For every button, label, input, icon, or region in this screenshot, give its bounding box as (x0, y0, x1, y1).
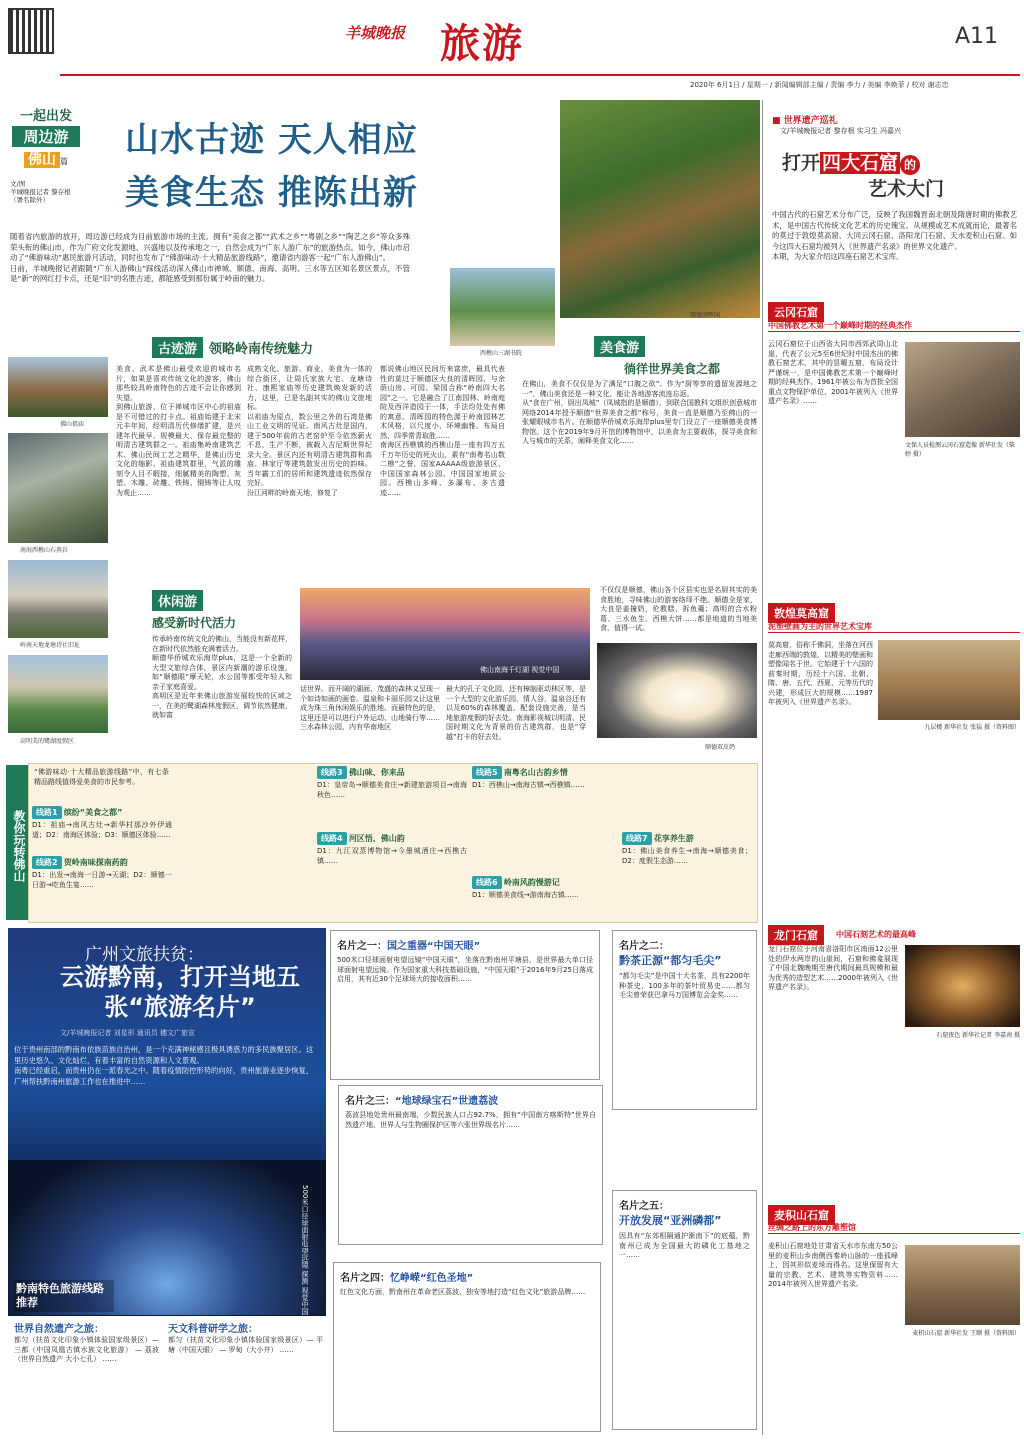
route-item (317, 766, 467, 800)
photo-sanhu-academy (450, 268, 555, 346)
photo-caption-2: 西樵山三湖书院 (480, 350, 523, 357)
guizhou-sub-2-text: 都匀（扶苗文化印象小镇体验国家级景区）— 平塘（中国天眼） — 罗甸（大小井） …… (168, 1336, 323, 1354)
cave-2-sub: 泥塑壁画为主的世界艺术宝库 (768, 621, 1020, 633)
guizhou-sub-2: 天文科普研学之旅： (168, 1324, 258, 1335)
photo-maijishan (905, 1245, 1020, 1325)
route-name: 南粤名山古韵乡情 (503, 768, 568, 777)
meishi-text-2: 不仅仅是顺德，佛山各个区县实也是名厨其实的美食胜地，寻味佛山的游客络绎不绝。顺德全是家，大良是姜撞奶，伦教糕、拆鱼羹；高明的合水粉葛、三水鱼生、西樵大饼……都是地道的当地美食，值得一试。 (600, 586, 757, 632)
card-5 (612, 1190, 757, 1430)
photo-luhu (8, 655, 108, 733)
gujiyou-tag: 古迹游 (152, 337, 203, 358)
qr-code (8, 8, 54, 54)
card-title: 名片之三： (345, 1096, 395, 1107)
cave-3-sub: 中国石刻艺术的最高峰 (836, 930, 916, 939)
route-text: D1：祖庙→南风古灶→新华村那沙外伊通道；D2：南海区体验；D3：顺德区体验…… (32, 821, 172, 839)
kicker-suffix: 篇 (60, 157, 68, 166)
guizhou-headline: 云游黔南，打开当地五张“旅游名片” (60, 963, 300, 1021)
cave-1-name: 云冈石窟 (768, 302, 824, 322)
card-1 (330, 930, 600, 1080)
route-name: 河区悟、佛山韵 (348, 834, 405, 843)
card-name: 黔茶正源“都匀毛尖” (619, 954, 722, 967)
card-text: 红色文化方面，黔南州在革命老区荔波、独安等地打造“红色文化”旅游品牌…… (340, 1288, 586, 1296)
cave-3-name: 龙门石窟 (768, 925, 824, 945)
xiuxian-text: 传承岭南传统文化的佛山，当能没有新花样，在新时代依然能充满着活力。 顺德华侨城欢乐海岸plus，这是一个全新的大型文旅综合体，景区内新潮的游乐设施，如“顺德眼”摩天轮，水公园等都受年轻人和亲子家庭喜爱。 高明区是近年来佛山旅游发展较快的区域之一，在美的鹭湖森林度假区，调节依然健康，就如富 (152, 635, 292, 719)
card-text: “都匀毛尖”是中国十大名茶，具有2200年种茶史，100多年的茶叶贸易史……都匀毛尖曾荣获巴拿马万国博览会金奖…… (619, 972, 750, 999)
xiuxian-text-2: 话世界。而开阔的湖面、茂盛的森林又呈现一个如诗如画的画卷。温泉和卡丽乐园又让这里成为珠三角休闲娱乐的胜地。而最特色的是，这里还是可以进行户外运动、山地骑行等…… 三水森林公园，内有华南地区 (300, 685, 440, 731)
route-tag: 线路3 (317, 766, 347, 779)
photo-yungang (905, 342, 1020, 437)
route-name: 贺岭南味探南药韵 (63, 858, 128, 867)
right-byline: 文/羊城晚报记者 黎存根 实习生 冯嘉兴 (780, 127, 902, 135)
cave-1-sub: 中国佛教艺术第一个巅峰时期的经典杰作 (768, 320, 1020, 332)
photo-caption-main: 顺德清晖园 (690, 312, 721, 319)
text-col-3: 都说佛山地区民间历来富庶，最具代表性的莫过于顺德区大良的清晖园，与余荫山房、可园、梁园合称“岭南四大名园”之一。它是融合了江南园林、岭南庭院及西洋造园于一体，手法均处处有佛的寓意。清晖园的特色源于岭南园林艺术风格，以尺度小、环境幽雅、布局自然、四季常青取胜…… 南海区西樵镇的西樵山是一座有四万五千万年历史的死火山，素有“南粤名山数二樵”之誉，国家AAAAA级旅游景区、中国国家森林公园、中国国家地质公园。西樵山多峰、多瀑布、多古遗迹…… (380, 365, 505, 497)
card-name: 国之重器“中国天眼” (387, 941, 481, 952)
route-tag: 线路7 (622, 832, 652, 845)
card-title: 名片之五： (619, 1201, 669, 1212)
route-text: D1：皇帝岛→顺德美食庄→新建旅游项目→南海秋色…… (317, 781, 467, 799)
route-item (32, 856, 172, 890)
guizhou-sub-1: 世界自然遗产之旅： (14, 1324, 104, 1335)
photo-caption-3: 佛山祖庙 (60, 421, 85, 428)
guizhou-kicker: 广州文旅扶贫： (85, 945, 204, 965)
route-text: D1：佛山美食养生→南海→顺德美食；D2：度假生态游…… (622, 847, 752, 865)
gujiyou-title: 领略岭南传统魅力 (209, 342, 314, 357)
guizhou-route-label: 黔南特色旅游线路推荐 (14, 1280, 114, 1312)
cave-4-text: 麦积山石窟地处甘肃省天水市东南方50公里的麦积山乡南侧西秦岭山脉的一座孤峰上，因其形似麦垛而得名。这里保留有大量的宗教、艺术、建筑等实物资料……2014年被列入世界遗产名录。 (768, 1242, 898, 1288)
cave-3-text: 龙门石窟位于河南省洛阳市区南面12公里处的伊水两岸的山崖间，石窟和佛龛展现了中国北魏晚期至唐代期间最具规模和最为优秀的造型艺术……2000年被列入《世界遗产名录》。 (768, 945, 898, 991)
card-4 (333, 1262, 601, 1432)
kicker-box (12, 105, 80, 169)
card-title: 名片之二： (619, 941, 669, 952)
route-name: 缤纷“美食之都” (63, 808, 123, 817)
section-title: 旅游 (440, 20, 524, 67)
route-tag: 线路6 (472, 876, 502, 889)
meishi-header (594, 336, 720, 377)
photo-mogao (878, 640, 1020, 720)
guizhou-byline: 文/羊城晚报记者 刘星形 通讯员 穗文广旅宣 (60, 1029, 196, 1037)
gujiyou-header (152, 337, 313, 358)
route-text: D1：出发→南海一日游→天湖；D2：顺德一日游→吃鱼生宴…… (32, 871, 172, 889)
date-line: 2020年 6月1日 / 星期一 / 新闻编辑部主编 / 责编 李力 / 美编 李焕菲 / 校对 谢志忠 (690, 81, 949, 89)
right-title-part: 的 (900, 155, 920, 175)
meishi-text: 在佛山，美食不仅仅是为了满足“口腹之欲”。作为“厨等享的遗留发源地之一”，佛山美食还是一种文化，能让各地游客流连忘返。 从“食在广州，厨出凤城”（凤城指的是顺德），到联合国教科文组织创意城市网络2014年授予顺德“世界美食之都”称号，美食一直是顺德乃至佛山的一张耀眼城市名片。在顺德华侨城欢乐海岸plus里专门设立了一座顺德美食博物馆。这个在2019年9月开馆的博物馆中，以美食为主要载体，探寻美食和人与城市的关系，阐释美食文化…… (522, 380, 757, 445)
brand-logo: 羊城晚报 (345, 24, 406, 42)
photo-caption-6: 高明美的鹭湖度假区 (20, 738, 75, 745)
right-title-highlight: 四大石窟 (822, 152, 899, 174)
right-title-part: 打开 (782, 152, 821, 174)
meishi-tag: 美食游 (594, 336, 645, 357)
headline-1: 山水古迹 天人相应 (125, 120, 418, 160)
photo-longmen (905, 945, 1020, 1027)
routes-side-label: 教你玩转佛山 (6, 765, 28, 920)
lead-paragraph: 随着省内旅游的放开，周边游已经成为目前旅游市场的主流。拥有“美食之都”“武术之乡”“粤剧之乡”“陶艺之乡”等众多殊荣头衔的佛山市，作为广府文化发源地、兴盛地以及传承地之一，自然会成为“广东人游广东”的旅游热点。如今，佛山市启动了“佛游味动”惠民旅游月活动，同时也发布了“佛游味动·十大精品旅游线路”，邀请省内游客一起“广东人游佛山”。 日前，羊城晚报记者跟随“广东人游佛山”踩线活动深入佛山市禅城、顺德、南海、高明、三水等五区知名景区景点，不管是“新”的网红打卡点，还是“旧”的名胜古迹，都能感受到那份属于岭南的魅力。 (10, 232, 410, 283)
card-3 (338, 1085, 603, 1245)
photo-shiyanyan (8, 433, 108, 543)
photo-shuangpinai (597, 643, 757, 738)
route-item (622, 832, 752, 866)
right-tag: ■ 世界遗产巡礼 (772, 116, 838, 126)
route-tag: 线路2 (32, 856, 62, 869)
route-name: 岭南风韵慢游记 (503, 878, 560, 887)
route-item (317, 832, 467, 866)
route-tag: 线路4 (317, 832, 347, 845)
card-title: 名片之四： (340, 1273, 390, 1284)
xiuxian-header (152, 590, 236, 631)
cave-4-sub: 丝绸之路上的东方雕塑馆 (768, 1222, 1020, 1234)
kicker-city: 佛山 (24, 152, 60, 168)
text-col-2: 成熟文化、旅游、商业，美食为一体的综合街区，让周氏家族大宅、龙塘诗社、康熙家庙等历史建筑焕发新的活力，这里，已是名副其实的佛山文旅地标。 以祖庙为原点，数公里之外的石湾是佛山工业文明的见证。南风古灶是国内，建于500年前的古老窑炉至今依然薪火不息，生产不断，被载入吉尼斯世界纪录大全。景区内还有明清古建筑群和高庙、林家厅等建筑散发出历史的韵味。当年霸工们的居所和建筑遗迹依然保存完好。 汾江河畔的岭南天地，修复了 (247, 365, 372, 497)
route-text: D1：九江双蒸博物馆→今墨城酒庄→西樵古镇…… (317, 847, 467, 865)
text-col-1: 美食、武术是佛山最受欢迎的城市名片，如果是喜欢传统文化的游客，佛山那些较具岭南特色的古迹不会让你感到失望。 到佛山旅游，位于禅城市区中心的祖庙是不可错过的打卡点。祖庙始建于北宋元丰年间，经明清历代修缮扩建，是兴建年代最早、规模最大、保存最完整的明清古建筑群之一。祖庙集岭南建筑艺术、佛山民间工艺之精华，是佛山历史文化的缩影。祖庙建筑群里，气派的雕刻令人目不暇接，细腻精美的陶塑、灰塑、木雕、砖雕、铁铸、铜铸等让人叹为观止…… (116, 365, 241, 497)
page-number: A11 (955, 24, 999, 49)
card-2 (612, 930, 757, 1110)
right-intro: 中国古代的石窟艺术分布广泛，反映了我国魏晋南北朝及隋唐时期的佛教艺术，是中国古代传统文化艺术的历史瑰宝。从规模或艺术成就而论，最著名的莫过于敦煌莫高窟、大同云冈石窟、洛阳龙门石窟、天水麦积山石窟。如今这四大石窟均被列入《世界遗产名录》的世界文化遗产。 本期，为大家介绍这四座石窟艺术宝库。 (772, 210, 1017, 261)
xiuxian-text-3: 最大的孔子文化园，还有樟脑驱动林区等，是一个大型的文化游乐园，情人谷，温泉谷还有以及60%的森林覆盖、配套设施完善，是当地旅游度假的好去处。南海影视城以明清、民国时期文化为背景的仿古建筑群，也是“穿越”打卡的好去处。 (446, 685, 586, 741)
card-text: 因具有“东郊相隔通护渐南下”的底蕴，黔南州已成为全国最大的磷化工基地之一…… (619, 1232, 750, 1259)
route-name: 花享养生游 (653, 834, 694, 843)
cave-4-name: 麦积山石窟 (768, 1205, 835, 1225)
cave-2-text: 莫高窟，俗称千佛洞，坐落在河西走廊西端的敦煌，以精美的壁画和塑像闻名于世。它始建于十六国的前秦时期，历经十六国、北朝、隋、唐、五代、西夏、元等历代的兴建，形成巨大的规模……1987年被列入《世界遗产名录》。 (768, 641, 873, 706)
routes-intro: “佛游味动·十大精品旅游线路”中，有七条精品路线值得爱美食的市民参考。 (34, 768, 169, 786)
cave-1-text: 云冈石窟位于山西省大同市西郊武周山北崖，代表了公元5至6世纪时中国杰出的佛教石窟艺术，其中的昙曜五窟，布局设计严谨统一，是中国佛教艺术第一个巅峰时期的经典杰作。1961年被公布为首批全国重点文物保护单位，2001年被列入《世界遗产名录》…… (768, 340, 898, 405)
route-text: D1：西樵山→南海古镇→西樵镇…… (472, 781, 585, 789)
cave-4-caption: 麦积山石窟 新华社发 王顺 摄（资料图） (912, 1330, 1020, 1337)
photo-caption-5: 岭南天地龙塘诗社旧址 (20, 642, 81, 649)
right-title-line2: 艺术大门 (868, 178, 945, 200)
card-text: 荔波县地处贵州最南端，少数民族人口占92.7%，拥有“中国南方喀斯特”世界自然遗产地、世界人与生物圈保护区等六张世界级名片…… (345, 1111, 596, 1129)
card-name: 开放发展“亚洲磷都” (619, 1214, 722, 1227)
route-text: D1：顺德美食线→游南海古镇…… (472, 891, 579, 899)
headline-2: 美食生态 推陈出新 (125, 173, 418, 213)
guizhou-photo-caption: 500米口径球面射电望远镜 探测 视觉中国 (301, 1185, 309, 1315)
xiuxian-title: 感受新时代活力 (152, 616, 237, 630)
xiuxian-tag: 休闲游 (152, 590, 203, 611)
photo-caption-4: 南海西樵山石燕岩 (20, 547, 69, 554)
byline: 文/图 羊城晚报记者 黎存根 （署名除外） (10, 180, 71, 204)
card-name: “地球绿宝石”世遗荔波 (395, 1096, 499, 1107)
meishi-title: 徜徉世界美食之都 (624, 362, 721, 376)
photo-zumiao (8, 357, 108, 417)
cave-3-caption: 石窟夜色 新华社记者 李嘉南 摄 (936, 1032, 1020, 1039)
route-item (32, 806, 172, 840)
route-item (472, 876, 622, 901)
route-tag: 线路5 (472, 766, 502, 779)
photo-caption-7: 佛山南海千灯湖 视觉中国 (480, 666, 560, 674)
kicker-top: 一起出发 (19, 109, 72, 124)
card-title: 名片之一： (337, 941, 387, 952)
card-text: 500米口径球面射电望远镜“中国天眼”，坐落在黔南州平塘县，是世界最大单口径球面射电望远镜。作为国家重大科技基础设施，“中国天眼”于2016年9月25日落成启用，其有近30个足球场大的接收面积…… (337, 956, 593, 983)
route-name: 佛山味、你来品 (348, 768, 405, 777)
photo-caption-8: 顺德双皮奶 (705, 744, 736, 751)
route-tag: 线路1 (32, 806, 62, 819)
route-item (472, 766, 622, 791)
guizhou-lead: 位于贵州南部的黔南布依族苗族自治州，是一个充满神秘感且极具诱惑力的多民族聚居区。这里历史悠久、文化灿烂，有着丰富的自然资源和人文景观。 南粤已经重启，而贵州仍在一派春光之中。随着疫情防控形势的向好，贵州旅游业逐步恢复，广州帮扶黔南州旅游工作也在推进中…… (14, 1045, 314, 1086)
card-name: 忆峥嵘“红色圣地” (390, 1273, 474, 1284)
cave-1-caption: 文保人员检测云冈石窟造像 新华社发（柴婷 摄） (905, 442, 1015, 458)
guizhou-sub-1-text: 都匀（扶苗文化印象小镇体验国家级景区）— 三都（中国凤凰古镇水族文化旅游） — 荔波（世界自然遗产 大小七孔） …… (14, 1336, 159, 1363)
photo-qinghui-garden (560, 100, 760, 318)
right-title-line1 (782, 148, 920, 175)
photo-longtang (8, 560, 108, 638)
kicker-mid: 周边游 (12, 126, 80, 147)
cave-2-caption: 九层楼 新华社发 张猛 摄（资料图） (924, 724, 1020, 731)
cave-2-name: 敦煌莫高窟 (768, 603, 835, 623)
